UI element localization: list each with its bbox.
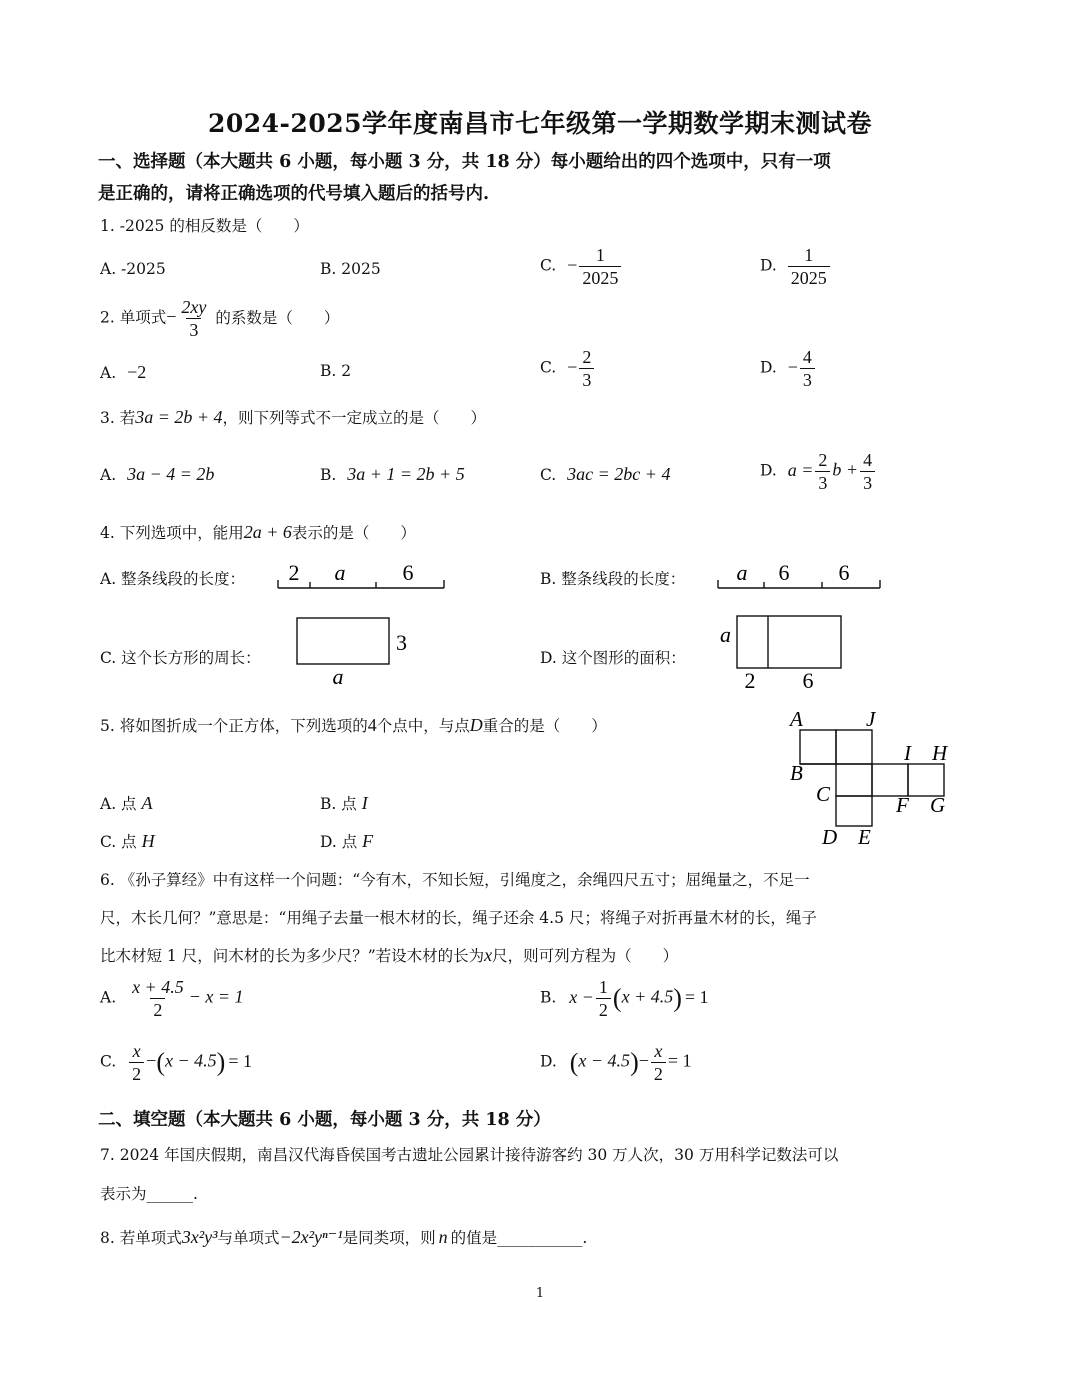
net-label-e: E: [858, 825, 871, 849]
section1-heading-line2: 是正确的，请将正确选项的代号填入题后的括号内.: [98, 184, 490, 204]
net-label-b: B: [790, 761, 803, 785]
seg-b-label-2: 6: [778, 560, 790, 585]
q3-option-d: D. a = $\frac{2}{3}$ b + $\frac{4}{3}$: [760, 449, 877, 494]
net-label-h: H: [932, 741, 948, 765]
q2-option-a: A. −2: [100, 362, 147, 382]
q2-option-b: B. 2: [320, 362, 352, 380]
q2-stem: 2. 单项式− $\frac{2xy}{3}$ 的系数是（ ）: [100, 297, 340, 340]
q6-option-b: B. x − $\frac{1}{2}$ (x + 4.5) = 1: [540, 977, 709, 1020]
q1-option-d: D. $\frac{1}{2025}$: [760, 244, 832, 289]
q1-option-c: C. − $\frac{1}{2025}$: [540, 244, 623, 289]
q4-stem: 4. 下列选项中，能用2a + 6表示的是（ ）: [100, 522, 416, 542]
q4-option-b-segment: [712, 556, 892, 596]
q6-line2: 尺，木长几何？”意思是：“用绳子去量一根木材的长，绳子还余 4.5 尺；将绳子对折再量木材的长，绳子: [100, 909, 817, 927]
page-title: 2024-2025学年度南昌市七年级第一学期数学期末测试卷: [207, 109, 873, 138]
q6-option-c: C. $\frac{x}{2}$ −(x − 4.5) = 1: [100, 1041, 252, 1084]
q5-option-c: C. 点 H: [100, 831, 155, 851]
q3-option-b: B. 3a + 1 = 2b + 5: [320, 464, 465, 484]
net-label-d: D: [822, 825, 838, 849]
q6-line3: 比木材短 1 尺，问木材的长为多少尺？”若设木材的长为x尺，则可列方程为（ ）: [100, 945, 679, 965]
net-label-a: A: [790, 707, 803, 731]
net-label-c: C: [816, 782, 831, 806]
q6-option-d: D. (x − 4.5)− $\frac{x}{2}$ = 1: [540, 1041, 692, 1084]
q2-option-d: D. − $\frac{4}{3}$: [760, 346, 817, 391]
q4-option-a-segment: [272, 556, 452, 596]
q6-line1: 6. 《孙子算经》中有这样一个问题：“今有木，不知长短，引绳度之，余绳四尺五寸；屈绳量之，不足一: [100, 871, 810, 889]
q1-stem: 1. -2025 的相反数是（ ）: [100, 217, 309, 235]
q1-option-a: A. -2025: [100, 260, 166, 278]
q2-option-c: C. − $\frac{2}{3}$: [540, 346, 596, 391]
q4-option-d-figure: [716, 610, 856, 692]
rect-c-side-label: 3: [396, 630, 407, 655]
q4-option-c-rectangle: [292, 612, 422, 692]
q5-option-b: B. 点 I: [320, 793, 368, 813]
q6-option-a: A. $\frac{x + 4.5}{2}$ − x = 1: [100, 977, 244, 1020]
q7-line2: 表示为______.: [100, 1185, 198, 1203]
net-label-g: G: [930, 793, 946, 817]
seg-a-label-2: a: [334, 560, 346, 585]
rect-c-bottom-label: a: [332, 664, 344, 689]
q4-option-b: B. 整条线段的长度：: [540, 570, 686, 588]
seg-b-label-3: 6: [838, 560, 850, 585]
q5-stem: 5. 将如图折成一个正方体，下列选项的4个点中，与点D重合的是（ ）: [100, 715, 607, 735]
seg-a-label-3: 6: [402, 560, 414, 585]
q4-option-a: A. 整条线段的长度：: [100, 570, 246, 588]
seg-b-label-1: a: [736, 560, 748, 585]
page-number: 1: [535, 1286, 545, 1301]
q3-option-c: C. 3ac = 2bc + 4: [540, 464, 671, 484]
q5-option-d: D. 点 F: [320, 831, 374, 851]
q5-option-a: A. 点 A: [100, 793, 153, 813]
q3-option-a: A. 3a − 4 = 2b: [100, 464, 215, 484]
section1-heading-line1: 一、选择题（本大题共 6 小题，每小题 3 分，共 18 分）每小题给出的四个选项中，只有一项: [98, 152, 831, 172]
q4-option-d: D. 这个图形的面积：: [540, 649, 686, 667]
q4-option-c: C. 这个长方形的周长：: [100, 649, 261, 667]
section2-heading: 二、填空题（本大题共 6 小题，每小题 3 分，共 18 分）: [98, 1110, 551, 1130]
q3-stem: 3. 若3a = 2b + 4，则下列等式不一定成立的是（ ）: [100, 407, 487, 427]
cube-net-diagram: [780, 700, 970, 856]
net-label-j: J: [866, 707, 876, 731]
net-label-f: F: [896, 793, 909, 817]
net-label-i: I: [904, 741, 911, 765]
fig-d-bottom-label-2: 6: [802, 668, 814, 692]
fig-d-side-label: a: [720, 622, 731, 647]
seg-a-label-1: 2: [288, 560, 300, 585]
fig-d-bottom-label-1: 2: [744, 668, 756, 692]
q8-stem: 8. 若单项式3x²y³与单项式−2x²yⁿ⁻¹是同类项，则 n 的值是___________.: [100, 1227, 588, 1247]
q7-line1: 7. 2024 年国庆假期，南昌汉代海昏侯国考古遗址公园累计接待游客约 30 万人次，30 万用科学记数法可以: [100, 1146, 839, 1164]
q1-option-b: B. 2025: [320, 260, 381, 278]
